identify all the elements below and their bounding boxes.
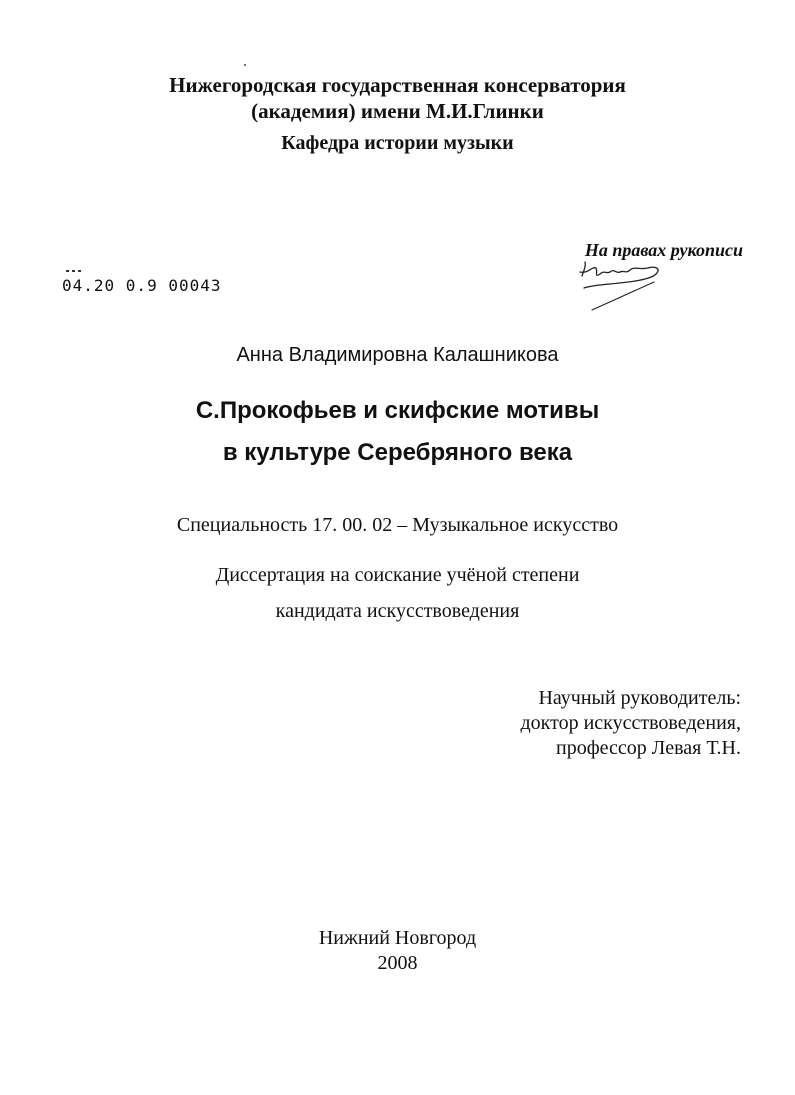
registration-code: 04.20 0.9 00043 (62, 276, 222, 295)
dissertation-line-1: Диссертация на соискание учёной степени (215, 564, 580, 586)
manuscript-note: На правах рукописи (584, 240, 743, 260)
title-line-2: в культуре Серебряного века (222, 439, 573, 466)
advisor-line-3: профессор Левая Т.Н. (555, 737, 741, 759)
city: Нижний Новгород (318, 927, 477, 949)
handwritten-signature (570, 252, 670, 314)
advisor-line-1: Научный руководитель: (538, 687, 741, 709)
author-name: Анна Владимировна Калашникова (236, 344, 559, 366)
advisor-block (520, 686, 741, 761)
scan-speck (244, 64, 246, 66)
specialty: Специальность 17. 00. 02 – Музыкальное искусство (176, 514, 619, 536)
code-mark (66, 269, 86, 273)
dissertation-line-2: кандидата искусствоведения (275, 600, 520, 622)
title-line-1: С.Прокофьев и скифские мотивы (195, 397, 600, 424)
footer (0, 926, 795, 976)
department-name: Кафедра истории музыки (281, 132, 514, 154)
institution-line-1: Нижегородская государственная консерватория (169, 73, 626, 97)
advisor-line-2: доктор искусствоведения, (520, 712, 741, 734)
year: 2008 (377, 952, 418, 974)
institution-line-2: (академия) имени М.И.Глинки (251, 99, 544, 123)
